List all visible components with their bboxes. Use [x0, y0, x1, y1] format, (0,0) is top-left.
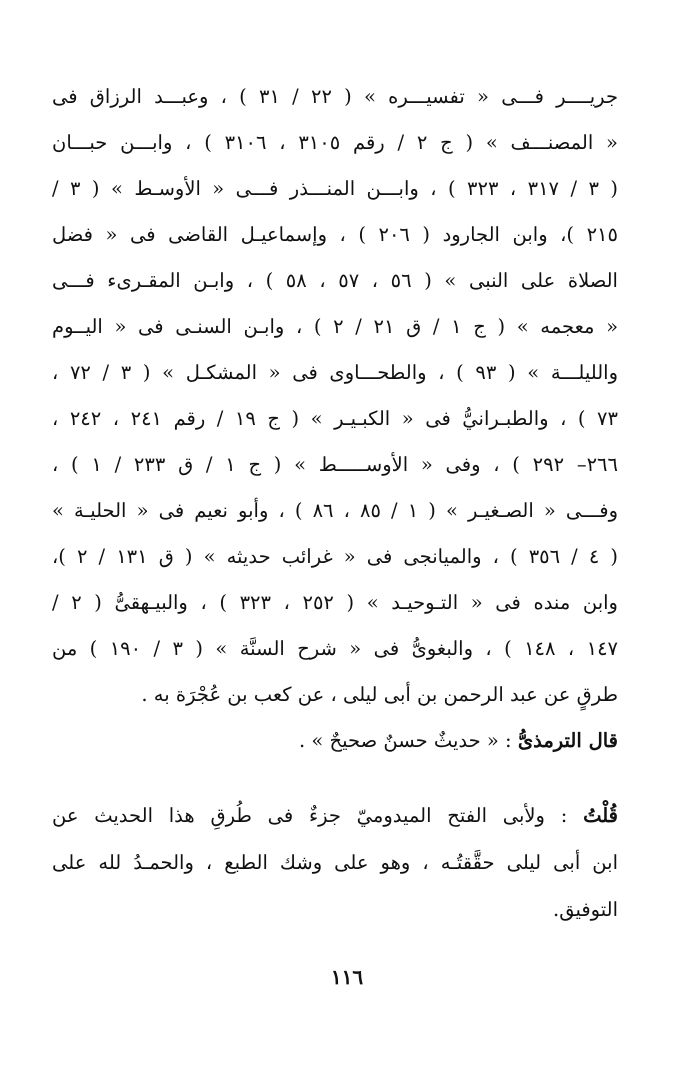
author-note: [52, 792, 618, 933]
note-line: التوفيق.: [553, 898, 618, 921]
text-line: جريــــر فـــى « تفسيـــره » ( ٢٢ / ٣١ ) ، وعبـــد الرزاق فى: [52, 85, 618, 108]
text-line: ٢٦٦– ٢٩٢ ) ، وفى « الأوســـــط » ( ج ١ / ق ٢٣٣ / ١ ) ،: [52, 453, 618, 476]
text-line: ٢١٥ )، وابن الجارود ( ٢٠٦ ) ، وإسماعيـل القاضى فى « فضل: [52, 223, 618, 246]
text-line: ( ٣ / ٣١٧ ، ٣٢٣ ) ، وابـــن المنـــذر فـــى « الأوسـط » ( ٣ /: [52, 177, 618, 200]
text-line: طرقٍ عن عبد الرحمن بن أبى ليلى ، عن كعب بن عُجْرَة به .: [141, 683, 618, 706]
text-line: ( ٤ / ٣٥٦ ) ، والميانجى فى « غرائب حديثه » ( ق ١٣١ / ٢ )،: [52, 545, 618, 568]
page-number: ١١٦: [330, 965, 364, 989]
hadith-takhrij-paragraph: [52, 74, 618, 764]
tirmidhi-text: : « حديثٌ حسنٌ صحيحٌ » .: [299, 729, 512, 752]
text-line: ٧٣ ) ، والطبـرانيُّ فى « الكبـيـر » ( ج ١٩ / رقم ٢٤١ ، ٢٤٢ ،: [52, 407, 618, 430]
text-line: الصلاة على النبى » ( ٥٦ ، ٥٧ ، ٥٨ ) ، وابـن المقـرىء فـــى: [52, 269, 618, 292]
tirmidhi-statement: [52, 718, 618, 764]
tirmidhi-label: قال الترمذىُّ: [517, 729, 618, 752]
text-line: « معجمه » ( ج ١ / ق ٢١ / ٢ ) ، وابـن السنـى فى « اليــوم: [52, 315, 618, 338]
text-line: والليلـــة » ( ٩٣ ) ، والطحـــاوى فى « المشكـل » ( ٣ / ٧٢ ،: [52, 361, 618, 384]
note-line: ابن أبى ليلى حقَّقتُـه ، وهو على وشك الطبع ، والحمـدُ لله على: [52, 851, 618, 874]
text-line: وفـــى « الصـغيـر » ( ١ / ٨٥ ، ٨٦ ) ، وأبو نعيم فى « الحليـة »: [52, 499, 618, 522]
note-text: : ولأبى الفتح الميدوميّ جزءٌ فى طُرقِ هذا الحديث عن: [52, 804, 568, 827]
text-line: « المصنـــف » ( ج ٢ / رقم ٣١٠٥ ، ٣١٠٦ ) ، وابـــن حبـــان: [52, 131, 618, 154]
note-label: قُلْتُ: [583, 804, 618, 827]
text-line: ١٤٧ ، ١٤٨ ) ، والبغوىُّ فى « شرح السنَّة » ( ٣ / ١٩٠ ) من: [52, 637, 618, 660]
note-line: [52, 792, 618, 839]
text-line: وابن منده فى « التـوحيـد » ( ٢٥٢ ، ٣٢٣ ) ، والبيـهقىُّ ( ٢ /: [52, 591, 618, 614]
